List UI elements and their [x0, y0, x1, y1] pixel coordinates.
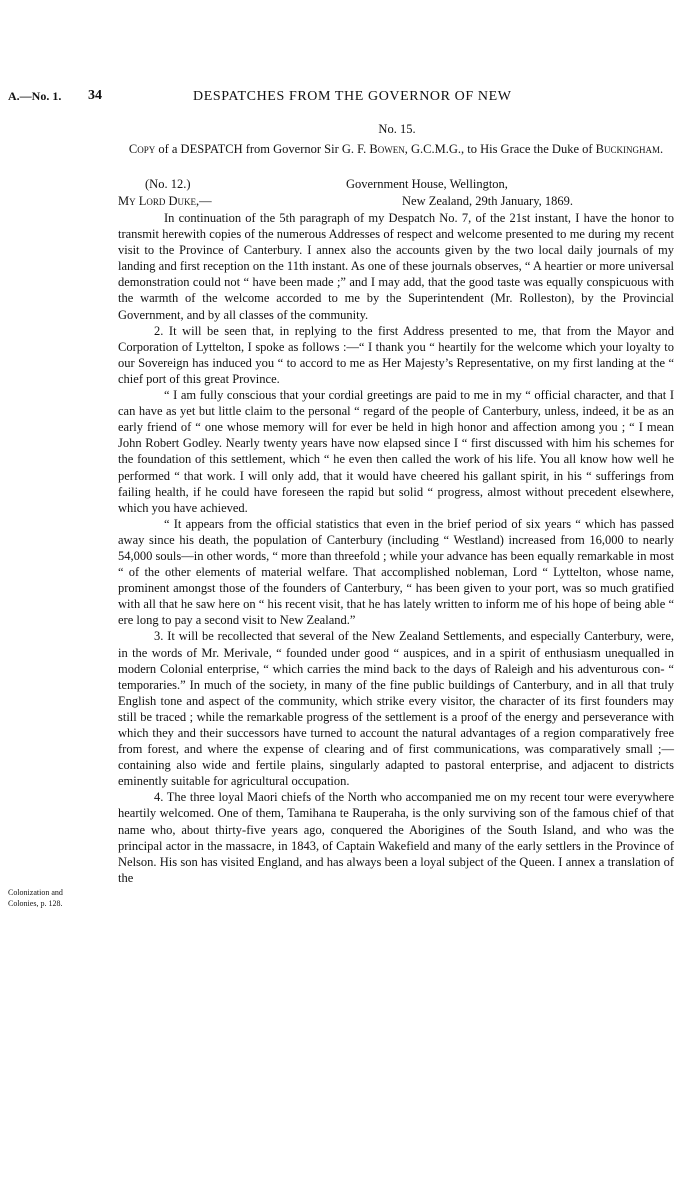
- salutation: My Lord Duke,—: [118, 194, 212, 208]
- caption-governor-name: Bowen: [369, 142, 405, 156]
- despatch-address: Government House, Wellington,: [346, 177, 508, 191]
- page-number: 34: [88, 88, 102, 103]
- caption-end: .: [660, 142, 664, 156]
- paragraph-2: 2. It will be seen that, in replying to the first Address presented to me, that from the Mayor and Corporation of Lyttelton, I spoke as follows :—“ I thank you “ heartily for the welcome which your loyalty to our Sovereign has induced you “ to accord to me as Her Majesty’s Representative, on my first landing at the “ chief port of this great Province.: [118, 323, 674, 386]
- header-title: DESPATCHES FROM THE GOVERNOR OF NEW: [193, 89, 512, 104]
- caption-prefix: Copy: [128, 142, 156, 156]
- running-head: [0, 89, 700, 107]
- paper-number: A.—No. 1.: [8, 89, 62, 103]
- caption-part-2: , G.C.M.G., to His Grace the Duke of: [404, 142, 596, 156]
- margin-note: [8, 887, 100, 909]
- margin-note-line-2: Colonies, p. 128.: [8, 899, 63, 908]
- despatch-body: [118, 210, 674, 886]
- paragraph-3: 3. It will be recollected that several of the New Zealand Settlements, and especially Canterbury, were, in the words of Mr. Merivale, “ founded under good “ auspices, and in a spirit of enthusiasm unequalled in modern Colonial enterprise, “ which carries the mind back to the days of Raleigh and his adventurous con- “ temporaries.” In much of the society, in many of the fine public buildings of Canterbury, and in all that truly English tone and aspect of the community, which strike every visitor, the character of its first founders may still be traced ; while the remarkable progress of the settlement is a proof of the energy and perseverance with which they and their successors have turned to account the natural advantages of a region comparatively free from forest, and where the expense of clearing and of first communications, was comparatively small ;—containing also wide and fertile plains, singularly adapted to pastoral enterprise, and adjacent to districts eminently suitable for agricultural occupation.: [118, 629, 674, 789]
- despatch-caption: [118, 141, 674, 157]
- paragraph-4: 4. The three loyal Maori chiefs of the North who accompanied me on my recent tour were everywhere heartily welcomed. One of them, Tamihana te Rauperaha, is the only surviving son of the famous chief of that name who, about thirty-five years ago, conquered the Aborigines of the South Island, and who was the principal actor in the massacre, in 1843, of Captain Wakefield and many of the early settlers in the Province of Nelson. His son has visited England, and has always been a loyal subject of the Queen. I annex a translation of the: [118, 790, 674, 885]
- margin-note-line-1: Colonization and: [8, 888, 63, 897]
- paragraph-intro: In continuation of the 5th paragraph of my Despatch No. 7, of the 21st instant, I have the honor to transmit herewith copies of the numerous Addresses of respect and welcome presented to me during my recent visit to the Province of Canterbury. I annex also the accounts given by the two local daily journals of my landing and first reception on the 11th instant. As one of these journals observes, “ A heartier or more universal demonstration could not “ have been made ;” and I may add, that the good taste was equally conspicuous with the warmth of the welcome accorded to me by the Superintendent (Mr. Rolleston), by the Provincial Government, and by all classes of the community.: [118, 211, 674, 322]
- despatch-reference: (No. 12.): [145, 177, 191, 191]
- despatch-date: New Zealand, 29th January, 1869.: [402, 194, 574, 208]
- despatch-number: No. 15.: [378, 122, 416, 136]
- paragraph-quote-2: “ It appears from the official statistics that even in the brief period of six years “ which has passed away since his death, the population of Canterbury (including “ Westland) increased from 16,000 to nearly 54,000 souls—in other words, “ more than threefold ; while your advance has been equally remarkable in most “ of the other elements of material welfare. That accomplished nobleman, Lord “ Lyttelton, whose name, prominent amongst those of the founders of Canterbury, “ has been given to your port, was so much gratified with all that he saw here on “ his recent visit, that he has lately written to inform me of his hope of being able “ ere long to pay a second visit to New Zealand.”: [118, 516, 674, 628]
- caption-part-1: of a DESPATCH from Governor Sir G. F.: [155, 142, 370, 156]
- paragraph-quote-1: “ I am fully conscious that your cordial greetings are paid to me in my “ official character, and that I can have as yet but little claim to the personal “ regard of the people of Canterbury, unless, indeed, it be as an early friend of “ one whose memory will for ever be held in high honor and affection among you ; “ I mean John Robert Godley. Nearly twenty years have now elapsed since I “ first discussed with him his schemes for the foundation of this settlement, which “ he even then called the work of his life. You all know how well he performed “ that work. I will only add, that it would have cheered his gallant spirit, in his “ sufferings from failing health, if he could have foreseen the rapid but solid “ progress, almost without precedent elsewhere, which you have achieved.: [118, 388, 674, 515]
- caption-duke-name: Buckingham: [595, 142, 660, 156]
